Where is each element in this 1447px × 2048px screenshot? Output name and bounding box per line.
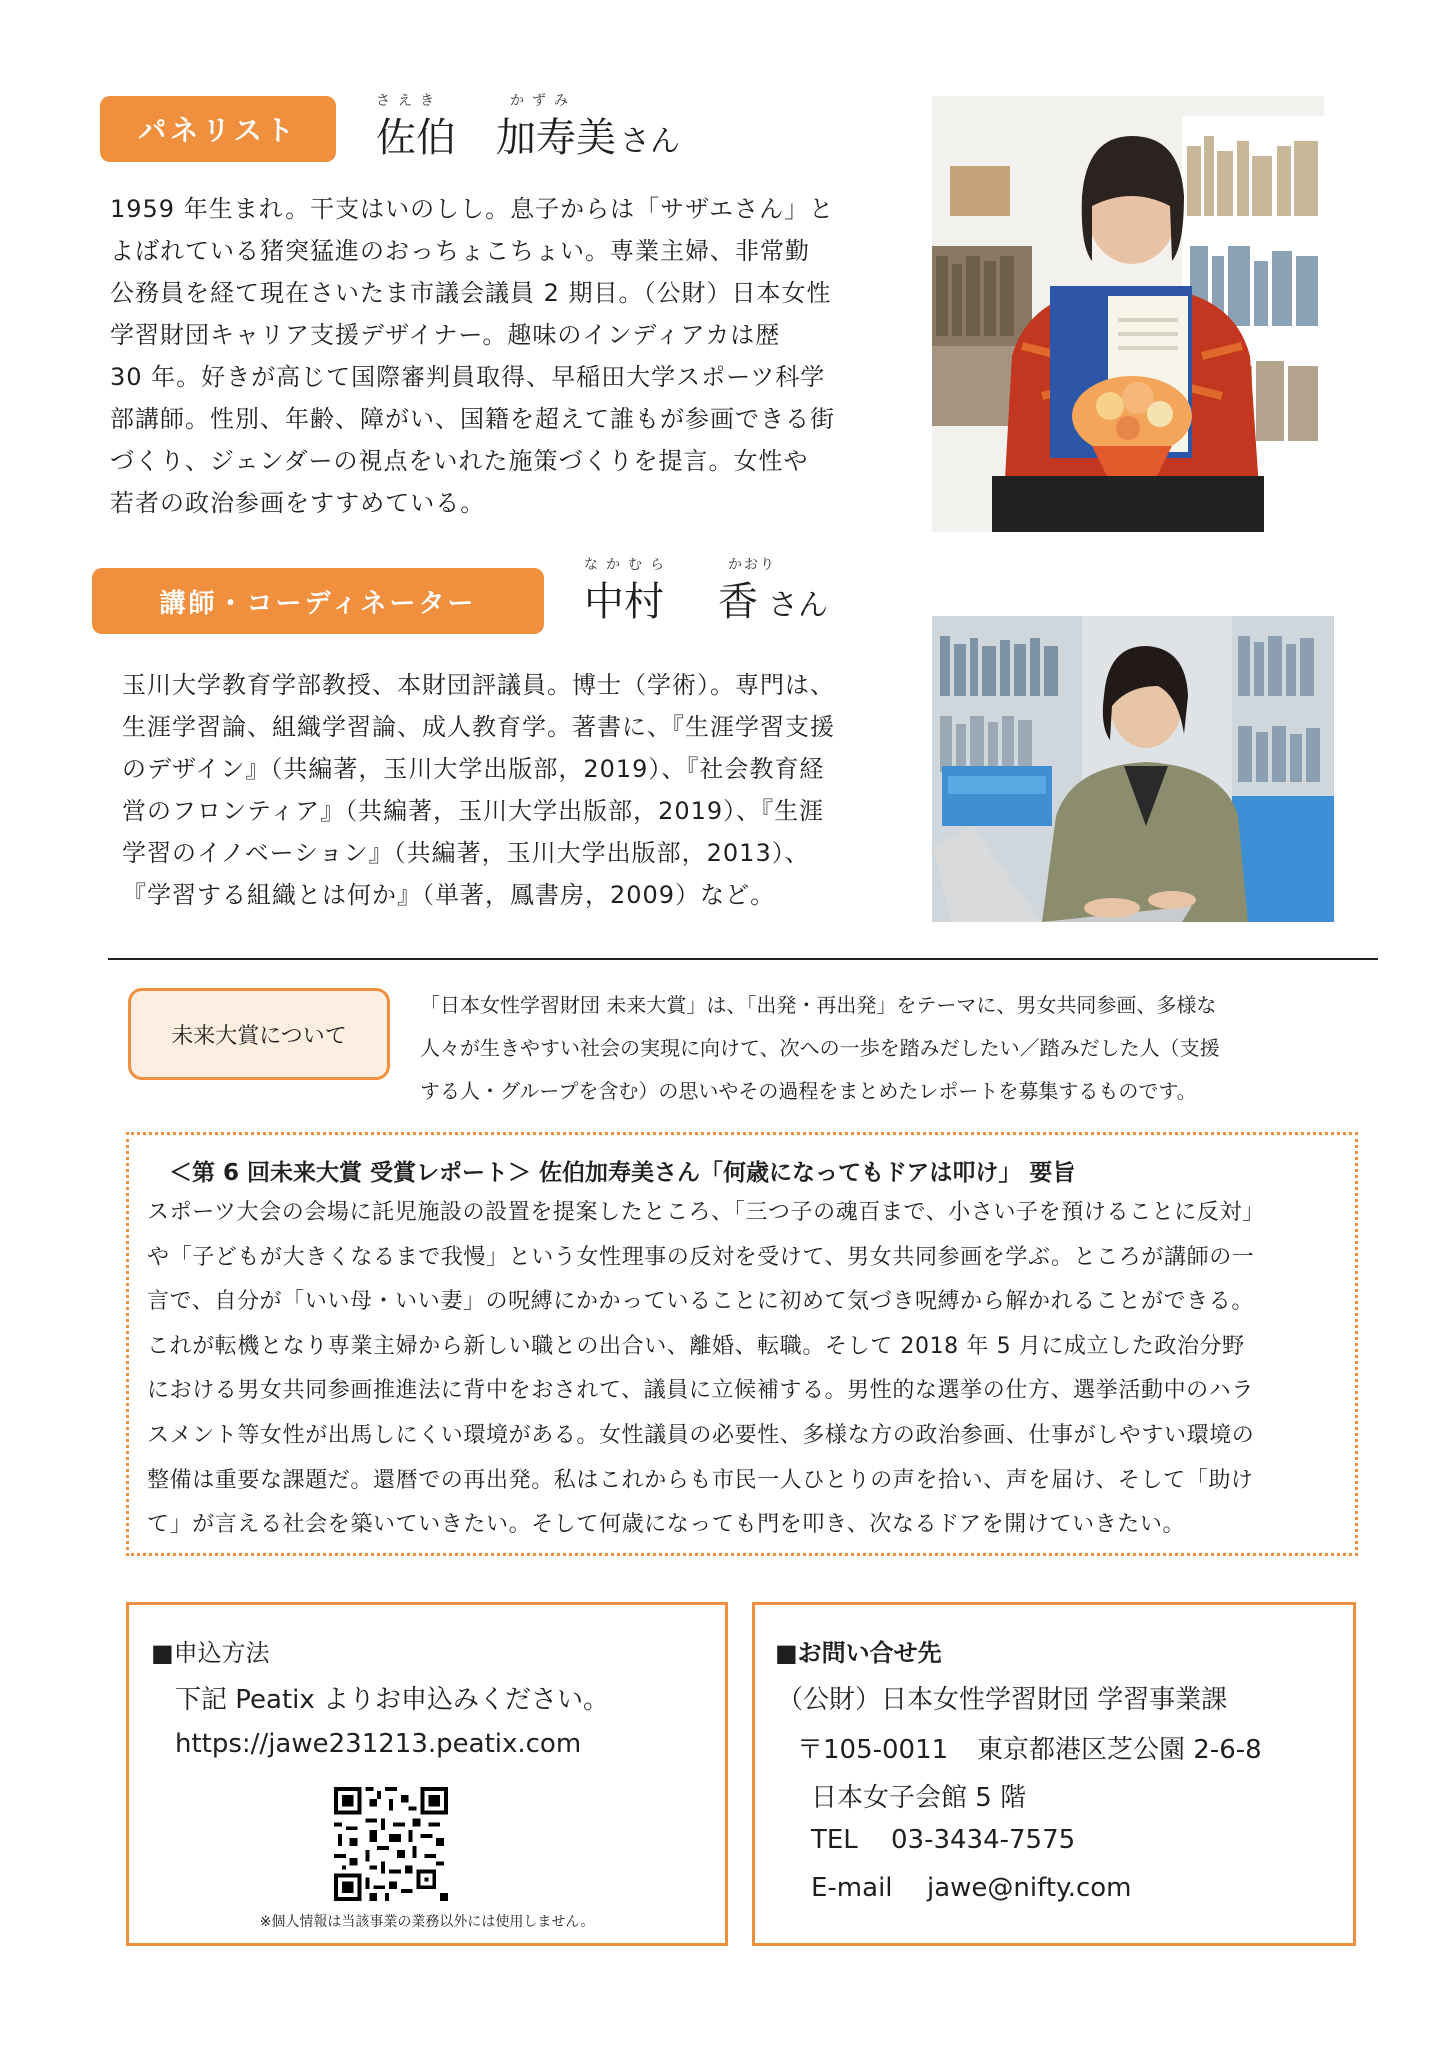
report-text <box>147 1191 1337 1548</box>
bio-line: 学習財団キャリア支援デザイナー。趣味のインディアカは歴 <box>110 321 781 349</box>
coordinator-tag: 講師・コーディネーター <box>92 568 544 634</box>
bio-line: づくり、ジェンダーの視点をいれた施策づくりを提言。女性や <box>110 447 809 475</box>
panelist-name <box>376 93 680 161</box>
panelist-tag: パネリスト <box>100 96 336 162</box>
contact-heading: ■お問い合せ先 <box>775 1639 942 1667</box>
panelist-ruby-family: さえき <box>376 93 442 109</box>
peatix-link[interactable]: https://jawe231213.peatix.com <box>175 1729 582 1759</box>
contact-building: 日本女子会館 5 階 <box>811 1783 1027 1813</box>
bio-line: 営のフロンティア』（共編著，玉川大学出版部，2019）、『生涯 <box>122 797 825 825</box>
contact-email-label: E-mail <box>811 1873 893 1903</box>
contact-postal: 〒105-0011 <box>797 1735 949 1765</box>
report-line: 整備は重要な課題だ。還暦での再出発。私はこれからも市民一人ひとりの声を拾い、声を届け、そして「助け <box>147 1467 1254 1493</box>
report-line: て」が言える社会を築いていきたい。そして何歳になっても門を叩き、次なるドアを開けていきたい。 <box>147 1512 1186 1538</box>
bio-line: 公務員を経て現在さいたま市議会議員 2 期目。（公財）日本女性 <box>110 279 832 307</box>
coordinator-ruby-given: かおり <box>728 557 776 573</box>
bio-line: 『学習する組織とは何か』（単著，鳳書房，2009）など。 <box>122 881 776 909</box>
application-box <box>126 1602 728 1946</box>
bio-line: 玉川大学教育学部教授、本財団評議員。博士（学術）。専門は、 <box>122 671 835 699</box>
bio-line: 30 年。好きが高じて国際審判員取得、早稲田大学スポーツ科学 <box>110 363 826 391</box>
panelist-name-suffix: さん <box>620 124 680 159</box>
bio-line: 生涯学習論、組織学習論、成人教育学。著書に、『生涯学習支援 <box>122 713 835 741</box>
section-divider <box>108 958 1378 960</box>
contact-box <box>752 1602 1356 1946</box>
coordinator-name <box>584 557 828 625</box>
bio-line: のデザイン』（共編著，玉川大学出版部，2019）、『社会教育経 <box>122 755 825 783</box>
report-line: における男女共同参画推進法に背中をおされて、議員に立候補する。男性的な選挙の仕方、選挙活動中のハラ <box>147 1378 1254 1404</box>
panelist-name-given: 加寿美 <box>496 115 616 161</box>
coordinator-photo <box>932 616 1334 922</box>
award-line: 人々が生きやすい社会の実現に向けて、次への一歩を踏みだしたい／踏みだした人（支援 <box>420 1036 1220 1060</box>
award-label: 未来大賞について <box>128 988 390 1080</box>
award-description <box>420 984 1320 1113</box>
report-heading: ＜第 6 回未来大賞 受賞レポート＞ 佐伯加寿美さん「何歳になってもドアは叩け」 要旨 <box>169 1160 1076 1186</box>
application-heading: ■申込方法 <box>151 1639 270 1667</box>
bio-line: 若者の政治参画をすすめている。 <box>110 489 486 517</box>
bio-line: 部講師。性別、年齢、障がい、国籍を超えて誰もが参画できる街 <box>110 405 835 433</box>
award-line: する人・グループを含む）の思いやその過程をまとめたレポートを募集するものです。 <box>420 1079 1197 1103</box>
contact-address: 東京都港区芝公園 2-6-8 <box>977 1735 1262 1765</box>
coordinator-name-suffix: さん <box>768 588 828 623</box>
coordinator-name-family: 中村 <box>584 579 664 625</box>
contact-tel[interactable]: 03-3434-7575 <box>891 1825 1076 1855</box>
privacy-note: ※個人情報は当該事業の業務以外には使用しません。 <box>259 1914 595 1930</box>
panelist-photo <box>932 96 1324 532</box>
bio-line: よばれている猪突猛進のおっちょこちょい。専業主婦、非常勤 <box>110 237 810 265</box>
bio-line: 学習のイノベーション』（共編著，玉川大学出版部，2013）、 <box>122 839 810 867</box>
report-line: や「子どもが大きくなるまで我慢」という女性理事の反対を受けて、男女共同参画を学ぶ。ところが講師の一 <box>147 1244 1255 1270</box>
panelist-name-family: 佐伯 <box>376 115 456 161</box>
coordinator-name-given: 香 <box>718 579 758 625</box>
report-summary-box <box>126 1132 1358 1556</box>
coordinator-bio <box>122 664 902 916</box>
panelist-bio <box>110 188 890 524</box>
contact-org: （公財）日本女性学習財団 学習事業課 <box>777 1685 1228 1715</box>
bio-line: 1959 年生まれ。干支はいのしし。息子からは「サザエさん」と <box>110 195 835 223</box>
application-text: 下記 Peatix よりお申込みください。 <box>175 1685 610 1715</box>
report-line: これが転機となり専業主婦から新しい職との出合い、離婚、転職。そして 2018 年 5 月に成立した政治分野 <box>147 1333 1245 1359</box>
contact-tel-label: TEL <box>811 1825 858 1855</box>
report-line: スポーツ大会の会場に託児施設の設置を提案したところ、「三つ子の魂百まで、小さい子を預けることに反対」 <box>147 1200 1265 1225</box>
report-line: 言で、自分が「いい母・いい妻」の呪縛にかかっていることに初めて気づき呪縛から解かれることができる。 <box>147 1289 1254 1315</box>
qr-code-icon[interactable] <box>334 1787 448 1901</box>
contact-email[interactable]: jawe@nifty.com <box>927 1873 1132 1903</box>
coordinator-ruby-family: なかむら <box>584 557 672 573</box>
award-line: 「日本女性学習財団 未来大賞」は、「出発・再出発」をテーマに、男女共同参画、多様な <box>420 993 1217 1017</box>
report-line: スメント等女性が出馬しにくい環境がある。女性議員の必要性、多様な方の政治参画、仕事がしやすい環境の <box>147 1422 1255 1448</box>
panelist-ruby-given: かずみ <box>510 93 576 109</box>
